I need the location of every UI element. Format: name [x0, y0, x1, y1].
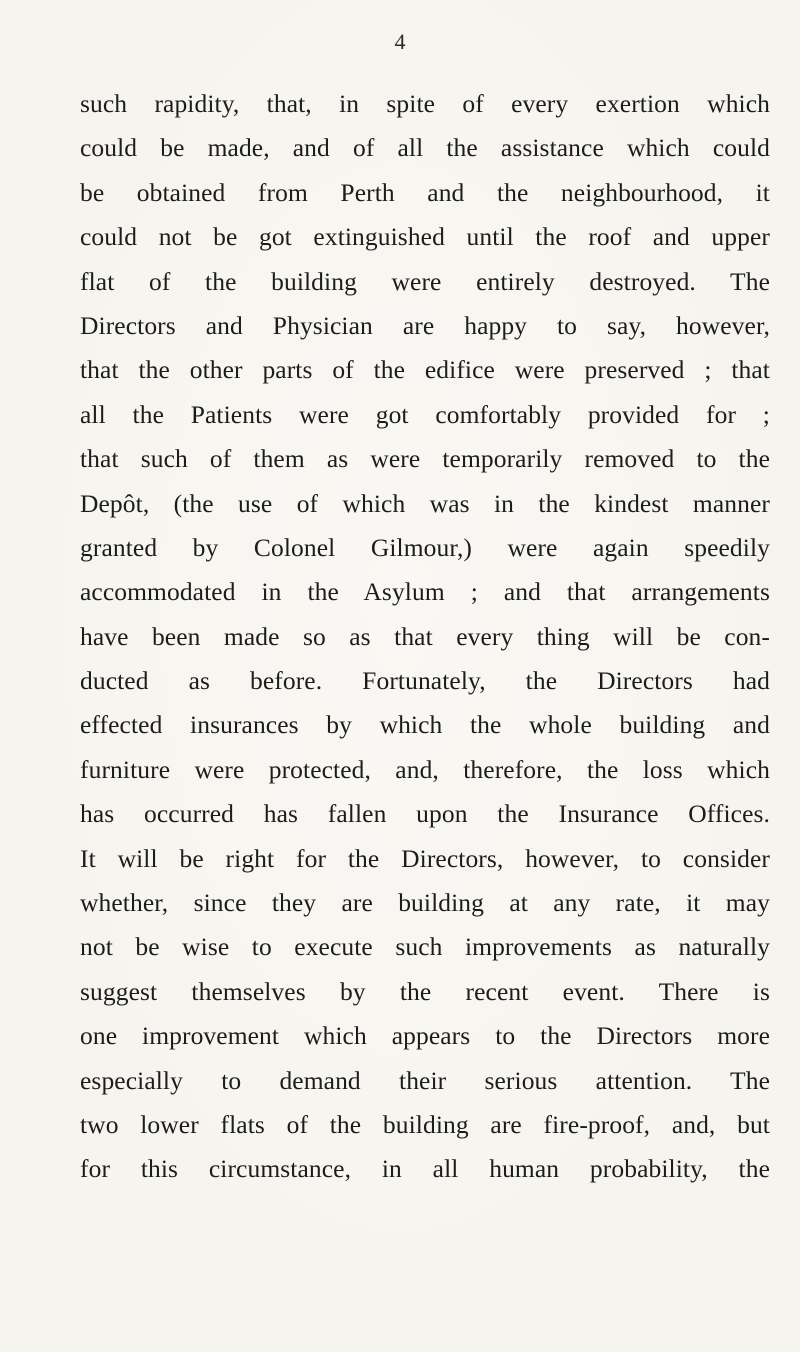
text-line: effected insurances by which the whole building and — [80, 710, 770, 740]
text-line: be obtained from Perth and the neighbourhood, it — [80, 177, 770, 207]
text-line: all the Patients were got comfortably provided for ; — [80, 399, 770, 429]
text-line: especially to demand their serious attention. The — [80, 1065, 770, 1095]
text-line: has occurred has fallen upon the Insurance Offices. — [80, 799, 770, 829]
text-line: one improvement which appears to the Directors more — [80, 1021, 770, 1051]
text-line: that such of them as were temporarily removed to the — [80, 444, 770, 474]
text-line: furniture were protected, and, therefore, the loss which — [80, 754, 770, 784]
text-line: have been made so as that every thing will be con- — [80, 621, 770, 651]
text-line: could not be got extinguished until the roof and upper — [80, 222, 770, 252]
text-line: two lower flats of the building are fire-proof, and, but — [80, 1109, 770, 1139]
text-line: ducted as before. Fortunately, the Directors had — [80, 666, 770, 696]
body-text — [80, 82, 770, 1192]
text-line: for this circumstance, in all human probability, the — [80, 1154, 770, 1184]
text-line: It will be right for the Directors, however, to consider — [80, 843, 770, 873]
text-line: accommodated in the Asylum ; and that arrangements — [80, 577, 770, 607]
text-line: flat of the building were entirely destroyed. The — [80, 266, 770, 296]
text-line: not be wise to execute such improvements as naturally — [80, 932, 770, 962]
text-line: Directors and Physician are happy to say, however, — [80, 310, 770, 340]
text-line: such rapidity, that, in spite of every exertion which — [80, 89, 770, 118]
text-line: that the other parts of the edifice were preserved ; that — [80, 355, 770, 385]
text-line: granted by Colonel Gilmour,) were again speedily — [80, 532, 770, 562]
text-line: could be made, and of all the assistance which could — [80, 133, 770, 163]
text-line: whether, since they are building at any rate, it may — [80, 888, 770, 918]
page-number: 4 — [394, 29, 406, 54]
text-line: Depôt, (the use of which was in the kindest manner — [80, 488, 770, 518]
text-line: suggest themselves by the recent event. There is — [80, 976, 770, 1006]
